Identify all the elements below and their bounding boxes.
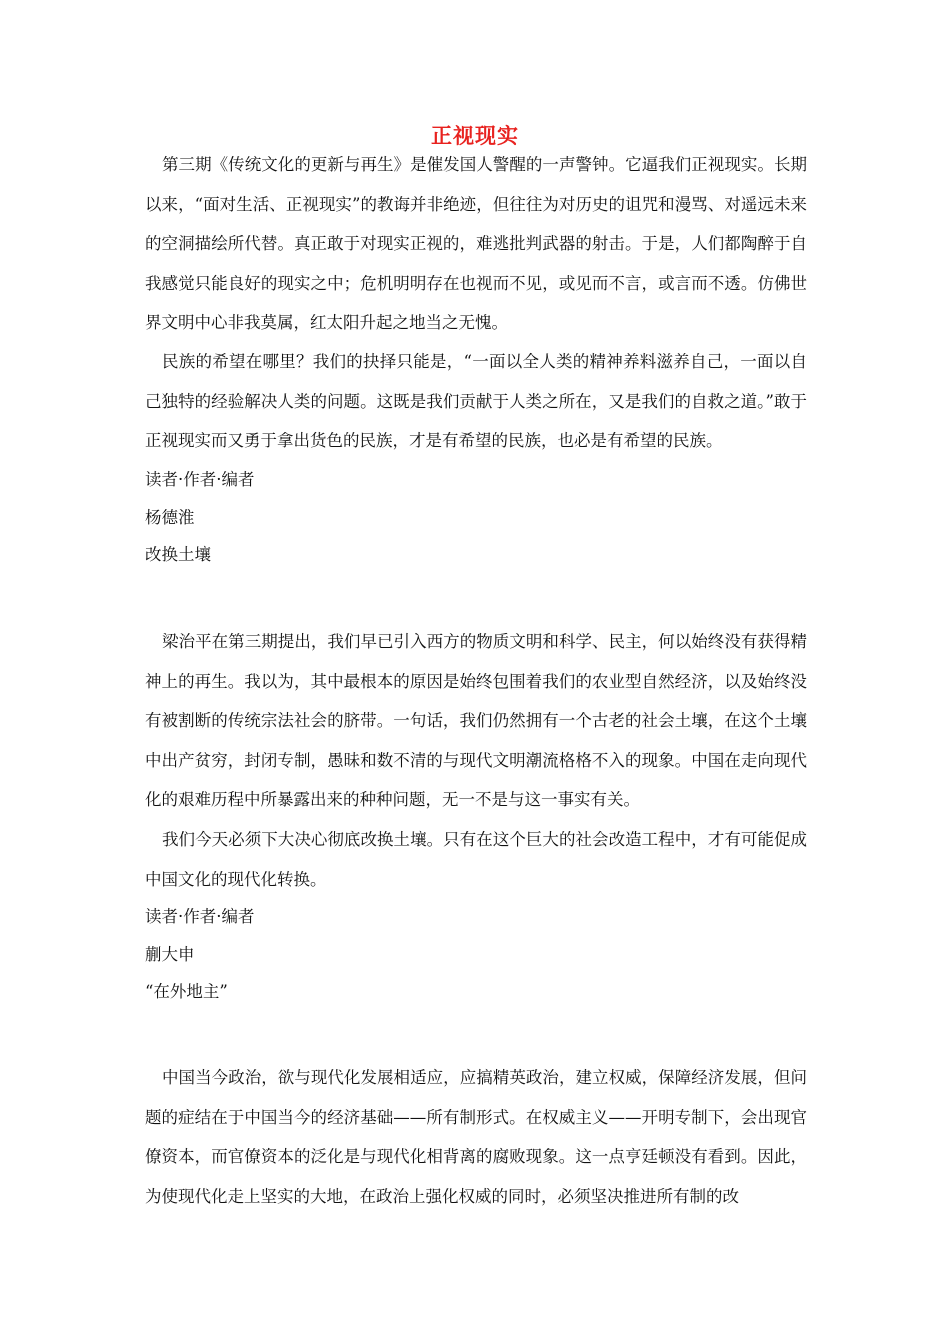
paragraph: 我们今天必须下大决心彻底改换土壤。只有在这个巨大的社会改造工程中，才有可能促成中国文化的现代化转换。	[145, 830, 807, 889]
paragraph: 第三期《传统文化的更新与再生》是催发国人警醒的一声警钟。它逼我们正视现实。长期以来，“面对生活、正视现实”的教诲并非绝迹，但往往为对历史的诅咒和漫骂、对遥远未来的空洞描绘所代替。真正敢于对现实正视的，难逃批判武器的射击。于是，人们都陶醉于自我感觉只能良好的现实之中；危机明明存在也视而不见，或见而不言，或言而不透。仿佛世界文明中心非我莫属，红太阳升起之地当之无愧。	[145, 155, 807, 332]
paragraph: 中国当今政治，欲与现代化发展相适应，应搞精英政治，建立权威，保障经济发展，但问题的症结在于中国当今的经济基础——所有制形式。在权威主义——开明专制下，会出现官僚资本，而官僚资本的泛化是与现代化相背离的腐败现象。这一点亨廷顿没有看到。因此，为使现代化走上坚实的大地，在政治上强化权威的同时，必须坚决推进所有制的改	[145, 1068, 807, 1206]
author-name: 杨德淮	[145, 508, 195, 527]
source-line: 读者·作者·编者	[145, 907, 255, 926]
page-title: 正视现实	[431, 123, 519, 148]
paragraph: 民族的希望在哪里？我们的抉择只能是，“一面以全人类的精神养料滋养自己，一面以自己独特的经验解决人类的问题。这既是我们贡献于人类之所在，又是我们的自救之道。”敢于正视现实而又勇于拿出货色的民族，才是有希望的民族，也必是有希望的民族。	[145, 352, 807, 450]
section-title: “在外地主”	[145, 982, 228, 1001]
section-title: 改换土壤	[145, 545, 211, 564]
paragraph: 梁治平在第三期提出，我们早已引入西方的物质文明和科学、民主，何以始终没有获得精神上的再生。我以为，其中最根本的原因是始终包围着我们的农业型自然经济，以及始终没有被割断的传统宗法社会的脐带。一句话，我们仍然拥有一个古老的社会土壤，在这个土壤中出产贫穷，封闭专制，愚昧和数不清的与现代文明潮流格格不入的现象。中国在走向现代化的艰难历程中所暴露出来的种种问题，无一不是与这一事实有关。	[145, 632, 807, 809]
author-name: 蒯大申	[145, 945, 195, 964]
source-line: 读者·作者·编者	[145, 470, 255, 489]
